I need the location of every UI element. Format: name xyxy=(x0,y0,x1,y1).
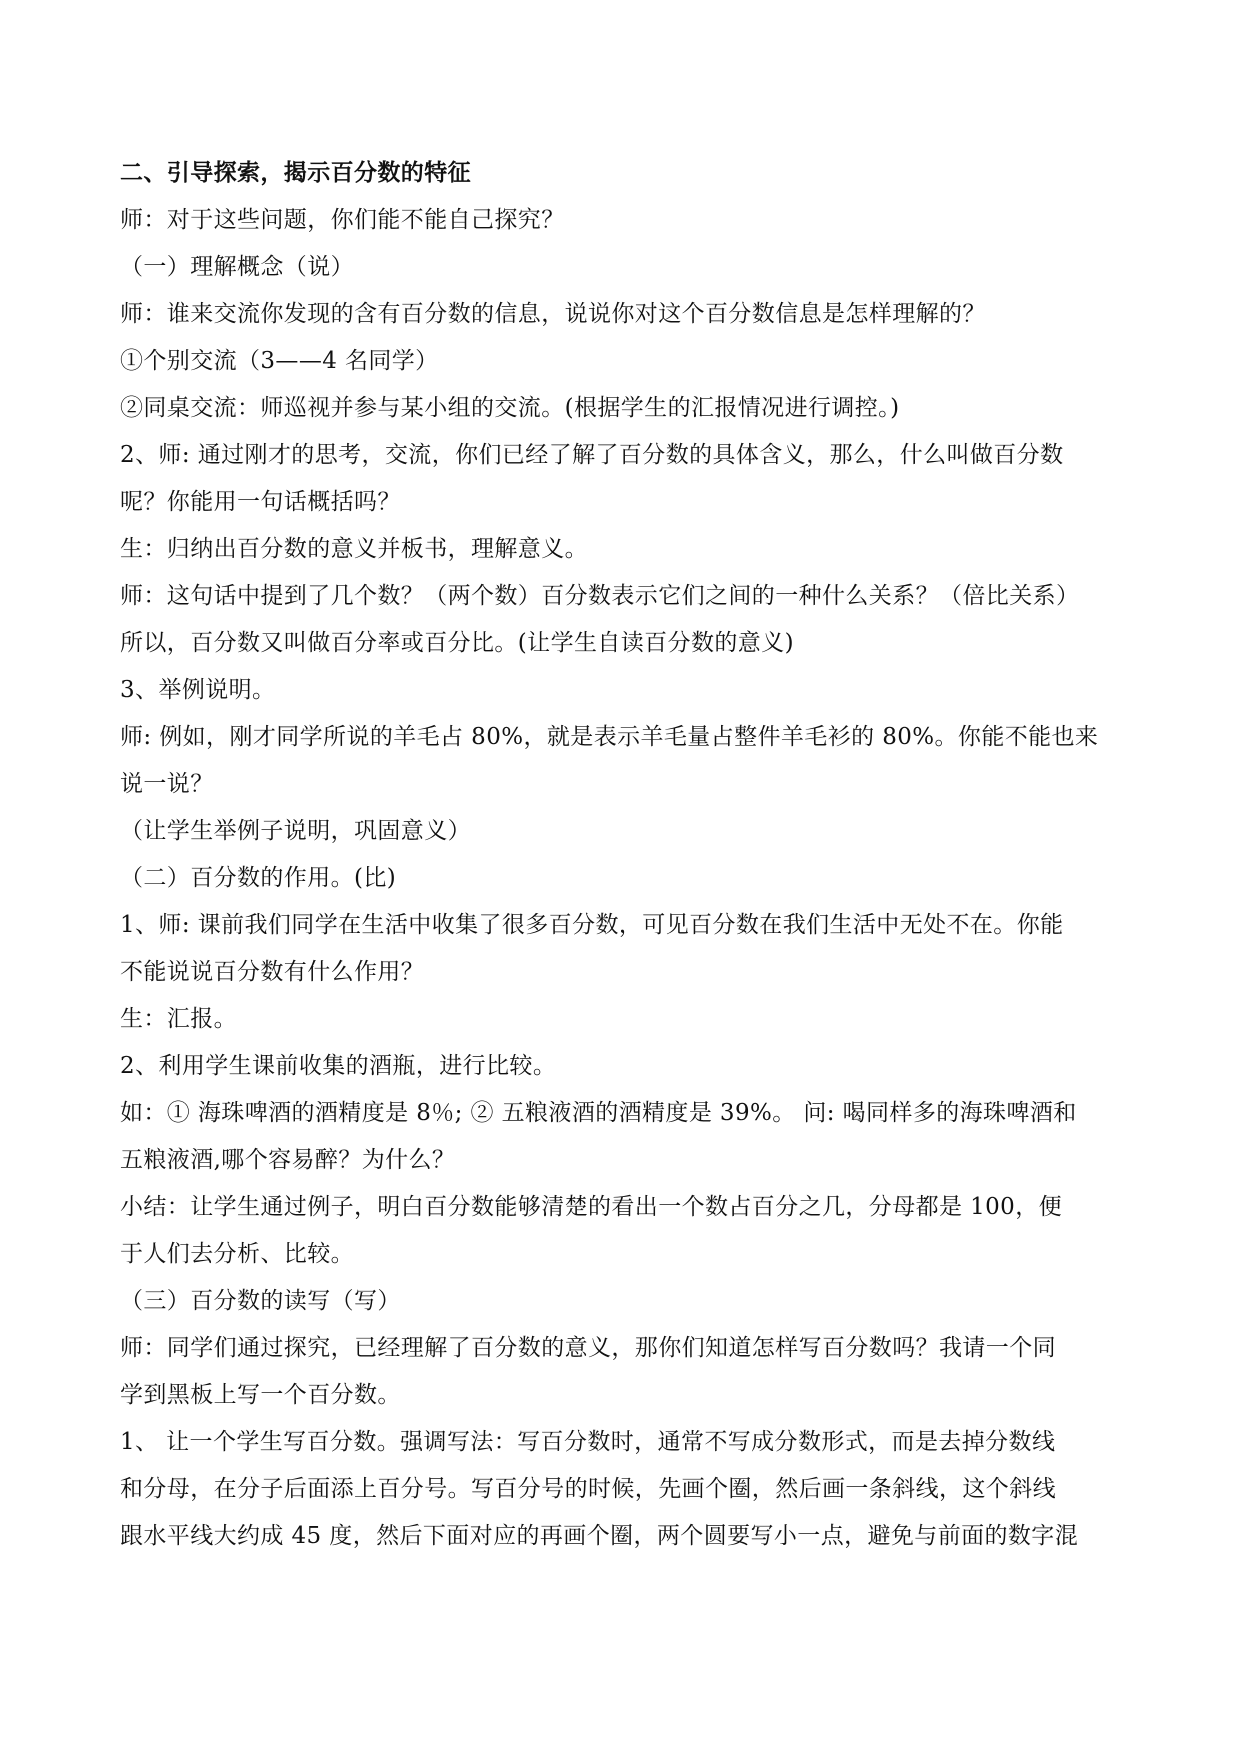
text-line: 跟水平线大约成 45 度，然后下面对应的再画个圈，两个圆要写小一点，避免与前面的数字混 xyxy=(120,1523,1079,1549)
text-line: 如：① 海珠啤酒的酒精度是 8％; ② 五粮液酒的酒精度是 39%。 问: 喝同样多的海珠啤酒和 xyxy=(120,1100,1077,1126)
text-line: 学到黑板上写一个百分数。 xyxy=(120,1382,401,1408)
text-line: 和分母，在分子后面添上百分号。写百分号的时候，先画个圈，然后画一条斜线，这个斜线 xyxy=(120,1476,1056,1502)
text-line: 师：同学们通过探究，已经理解了百分数的意义，那你们知道怎样写百分数吗？我请一个同 xyxy=(120,1335,1056,1361)
text-line: 生：归纳出百分数的意义并板书，理解意义。 xyxy=(120,536,588,562)
text-line: 师: 例如，刚才同学所说的羊毛占 80%，就是表示羊毛量占整件羊毛衫的 80%。你能不能也来 xyxy=(120,724,1099,750)
text-line: 师：谁来交流你发现的含有百分数的信息，说说你对这个百分数信息是怎样理解的？ xyxy=(120,301,986,327)
text-line: 1、 让一个学生写百分数。强调写法：写百分数时，通常不写成分数形式，而是去掉分数线 xyxy=(120,1429,1056,1455)
text-line: 师：这句话中提到了几个数？（两个数）百分数表示它们之间的一种什么关系？（倍比关系） xyxy=(120,583,1080,609)
text-line: 五粮液酒,哪个容易醉？为什么？ xyxy=(120,1147,456,1173)
text-line: 生：汇报。 xyxy=(120,1006,237,1032)
text-line: ①个别交流（3——4 名同学） xyxy=(120,348,439,374)
text-line: 师：对于这些问题，你们能不能自己探究？ xyxy=(120,207,565,233)
section-heading: 二、引导探索，揭示百分数的特征 xyxy=(120,159,471,186)
text-line: （一）理解概念（说） xyxy=(120,254,354,280)
text-line: 呢？你能用一句话概括吗？ xyxy=(120,489,401,515)
text-line: （二）百分数的作用。(比) xyxy=(120,865,397,891)
text-line: 1、师: 课前我们同学在生活中收集了很多百分数，可见百分数在我们生活中无处不在。你能 xyxy=(120,912,1064,938)
text-line: 小结：让学生通过例子，明白百分数能够清楚的看出一个数占百分之几，分母都是 100，便 xyxy=(120,1194,1063,1220)
text-line: 于人们去分析、比较。 xyxy=(120,1241,354,1267)
text-line: （三）百分数的读写（写） xyxy=(120,1288,401,1314)
text-line: 所以，百分数又叫做百分率或百分比。(让学生自读百分数的意义) xyxy=(120,630,794,656)
text-line: ②同桌交流：师巡视并参与某小组的交流。(根据学生的汇报情况进行调控。) xyxy=(120,395,900,421)
text-line: 2、利用学生课前收集的酒瓶，进行比较。 xyxy=(120,1053,557,1079)
text-line: 说一说？ xyxy=(120,771,214,797)
text-line: （让学生举例子说明，巩固意义） xyxy=(120,818,471,844)
text-line: 2、师: 通过刚才的思考，交流，你们已经了解了百分数的具体含义，那么，什么叫做百分数 xyxy=(120,442,1064,468)
text-line: 不能说说百分数有什么作用？ xyxy=(120,959,425,985)
text-line: 3、举例说明。 xyxy=(120,677,276,703)
